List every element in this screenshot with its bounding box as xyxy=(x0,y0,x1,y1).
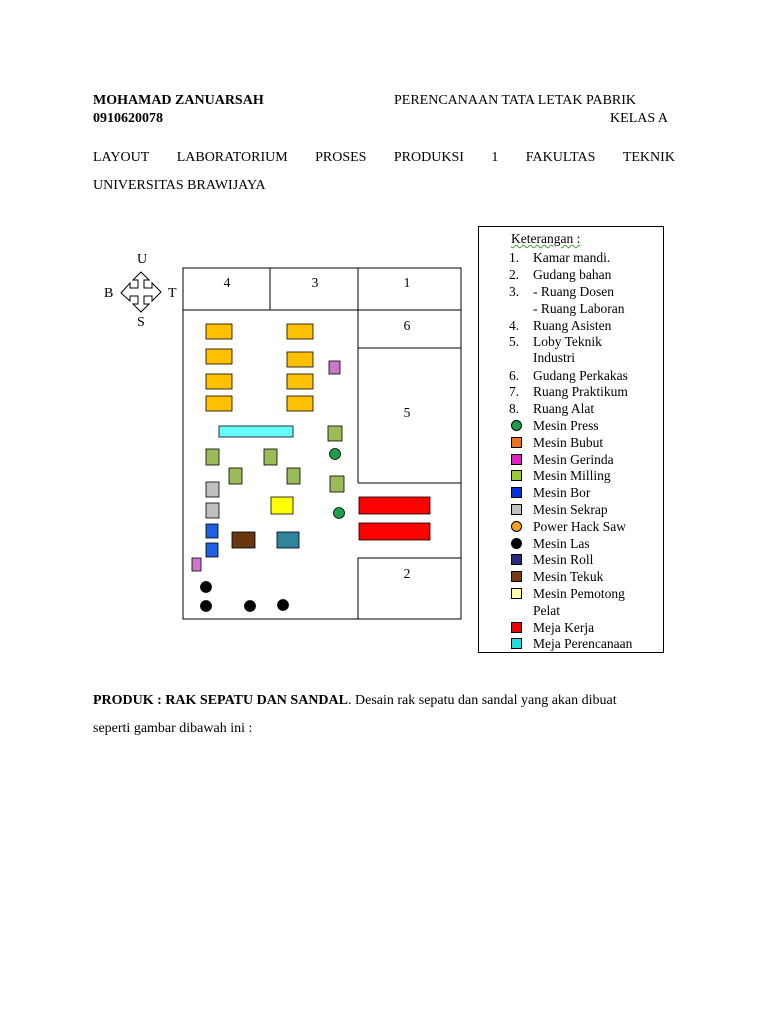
product-paragraph xyxy=(93,693,617,709)
room-3-label: 3 xyxy=(311,275,319,290)
title-word: TEKNIK xyxy=(622,150,675,165)
drill-machine xyxy=(206,543,218,557)
milling-machine xyxy=(229,468,242,484)
press-machine xyxy=(330,449,341,460)
power-hack-saw-machine xyxy=(206,324,232,339)
work-table xyxy=(359,497,430,514)
legend-symbol-label: Mesin Bubut xyxy=(533,434,604,450)
room-4-label: 4 xyxy=(223,275,231,290)
milling-machine xyxy=(330,476,344,492)
shaper-machine xyxy=(206,503,219,518)
welding-machine xyxy=(201,582,212,593)
bending-machine xyxy=(232,532,255,548)
square-marker-icon xyxy=(511,437,522,448)
square-marker-icon xyxy=(511,622,522,633)
power-hack-saw-machine xyxy=(206,349,232,364)
compass-west-label: B xyxy=(104,286,114,301)
legend-title: Keterangan : xyxy=(511,231,581,246)
legend-symbol-label: Mesin Pemotong xyxy=(533,586,625,601)
title-word: FAKULTAS xyxy=(525,150,596,165)
square-marker-icon xyxy=(511,487,522,498)
press-machine xyxy=(334,508,345,519)
compass-icon xyxy=(121,272,161,312)
legend-symbol-label: Mesin Sekrap xyxy=(533,502,608,517)
legend-symbol-label: Mesin Milling xyxy=(533,468,611,484)
title-word: PRODUKSI xyxy=(393,150,464,165)
product-paragraph-line2: seperti gambar dibawah ini : xyxy=(93,721,253,736)
document-title-line2: UNIVERSITAS BRAWIJAYA xyxy=(93,178,266,193)
legend-symbol-label: Mesin Tekuk xyxy=(533,569,604,585)
square-marker-icon xyxy=(511,588,522,599)
legend-symbol-label: Mesin Las xyxy=(533,535,590,551)
building-walls xyxy=(183,268,461,619)
roll-machine xyxy=(277,532,299,548)
circle-marker-icon xyxy=(511,521,522,532)
square-marker-icon xyxy=(511,571,522,582)
square-marker-icon xyxy=(511,470,522,481)
square-marker-icon xyxy=(511,454,522,465)
room-6-label: 6 xyxy=(403,318,411,333)
power-hack-saw-machine xyxy=(287,374,313,389)
product-description: . Desain rak sepatu dan sandal yang akan dibuat xyxy=(348,693,617,708)
circle-marker-icon xyxy=(511,538,522,549)
legend-symbol-label: Meja Perencanaan xyxy=(533,636,633,652)
drill-machine xyxy=(206,524,218,538)
building-outline xyxy=(183,268,461,619)
grinding-machine xyxy=(329,361,340,374)
welding-machine xyxy=(201,601,212,612)
milling-machine xyxy=(206,449,219,465)
welding-machine xyxy=(245,601,256,612)
square-marker-icon xyxy=(511,554,522,565)
milling-machine xyxy=(264,449,277,465)
legend-symbol-label: Meja Kerja xyxy=(533,619,595,635)
legend-symbol-label: Power Hack Saw xyxy=(533,518,626,534)
room-2-label: 2 xyxy=(403,566,411,581)
compass-south-label: S xyxy=(137,315,145,330)
course-title: PERENCANAAN TATA LETAK PABRIK xyxy=(394,93,637,108)
power-hack-saw-machine xyxy=(287,352,313,367)
power-hack-saw-machine xyxy=(206,396,232,411)
power-hack-saw-machine xyxy=(206,374,232,389)
author-nim: 0910620078 xyxy=(93,111,163,126)
room-1-label: 1 xyxy=(403,275,411,290)
author-name: MOHAMAD ZANUARSAH xyxy=(93,93,264,108)
plate-cutting-machine xyxy=(271,497,293,514)
compass-east-label: T xyxy=(168,286,177,301)
title-word: PROSES xyxy=(315,150,367,165)
compass-north-label: U xyxy=(137,252,148,267)
milling-machine xyxy=(328,426,342,441)
shaper-machine xyxy=(206,482,219,497)
circle-marker-icon xyxy=(511,420,522,431)
product-label: PRODUK : RAK SEPATU DAN SANDAL xyxy=(93,693,348,708)
legend-symbol-label: Mesin Press xyxy=(533,418,599,433)
square-marker-icon xyxy=(511,504,522,515)
legend-symbol-label: Mesin Gerinda xyxy=(533,451,614,467)
legend-symbol-label: Mesin Roll xyxy=(533,552,594,568)
square-marker-icon xyxy=(511,638,522,649)
legend-symbol-label: Pelat xyxy=(533,602,560,618)
legend-box: Keterangan : 1. Kamar mandi. 2. Gudang bahan 3. - Ruang Dosen - Ruang Laboran 4. Ruang Asisten 5. Loby Teknik Industri 6. Gudang Perkakas 7. Ruang Praktikum 8. Ruang Alat Mesin Press Mesin Bubut Mesin Gerinda Mesin Milling Mesin Bor Mesin Sekrap Power Hack Saw Mesin Las Mesin Roll Mesin Tekuk Mesin Pemotong Pelat Meja Kerja Meja Perencanaan xyxy=(478,226,664,653)
welding-machine xyxy=(278,600,289,611)
work-table xyxy=(359,523,430,540)
legend-symbol-label: Mesin Bor xyxy=(533,485,591,501)
title-word: LABORATORIUM xyxy=(176,150,288,165)
class-label: KELAS A xyxy=(610,111,668,126)
title-word: LAYOUT xyxy=(93,150,150,165)
power-hack-saw-machine xyxy=(287,396,313,411)
power-hack-saw-machine xyxy=(287,324,313,339)
room-5-label: 5 xyxy=(403,405,411,420)
grinding-machine xyxy=(192,558,201,571)
milling-machine xyxy=(287,468,300,484)
title-word: 1 xyxy=(491,150,499,165)
planning-table xyxy=(219,426,293,437)
